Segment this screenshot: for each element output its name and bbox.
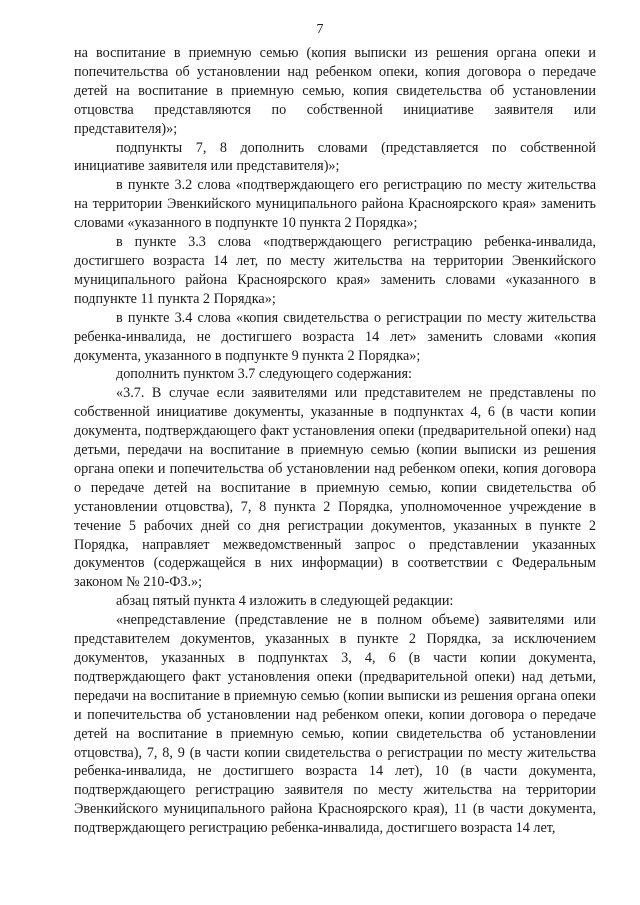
document-body — [74, 44, 596, 838]
paragraph: «непредставление (представление не в полном объеме) заявителями или представителем документов, указанных в пункте 2 Порядка, за исключением документов, указанных в подпунктах 3, 4, 6 (в части копии документа, подтверждающего факт установления опеки (предварительной опеки) над детьми, передачи на воспитание в приемную семью (копии выписки из решения органа опеки и попечительства об установлении над ребенком опеки, копии договора о передаче детей на воспитание в приемную семью, копии свидетельства об установлении отцовства), 7, 8, 9 (в части копии свидетельства о регистрации по месту жительства ребенка-инвалида, не достигшего возраста 14 лет), 10 (в части документа, подтверждающего регистрацию заявителя по месту жительства на территории Эвенкийского муниципального района Красноярского края), 11 (в части документа, подтверждающего регистрацию ребенка-инвалида, достигшего возраста 14 лет, — [74, 612, 596, 837]
paragraph: «3.7. В случае если заявителями или представителем не представлены по собственной инициативе документы, указанные в подпунктах 4, 6 (в части копии документа, подтверждающего факт установления опеки (предварительной опеки) над детьми, передачи на воспитание в приемную семью (копии выписки из решения органа опеки и попечительства об установлении над ребенком опеки, копия договора о передаче детей на воспитание в приемную семью, копии свидетельства об установлении отцовства), 7, 8 пункта 2 Порядка, уполномоченное учреждение в течение 5 рабочих дней со дня регистрации документов, указанных в пункте 2 Порядка, направляет межведомственный запрос о представлении указанных документов (содержащейся в них информации) в соответствии с Федеральным законом № 210-ФЗ.»; — [74, 385, 596, 591]
paragraph: в пункте 3.3 слова «подтверждающего регистрацию ребенка-инвалида, достигшего возраста 14 лет, по месту жительства на территории Эвенкийского муниципального района Красноярского края» заменить словами «указанного в подпункте 11 пункта 2 Порядка»; — [74, 234, 596, 307]
paragraph: абзац пятый пункта 4 изложить в следующей редакции: — [116, 593, 454, 610]
paragraph: дополнить пунктом 3.7 следующего содержания: — [116, 366, 412, 383]
paragraph: в пункте 3.4 слова «копия свидетельства о регистрации по месту жительства ребенка-инвалида, не достигшего возраста 14 лет» заменить словами «копия документа, указанного в подпункте 9 пункта 2 Порядка»; — [74, 309, 596, 364]
paragraph: в пункте 3.2 слова «подтверждающего его регистрацию по месту жительства на территории Эвенкийского муниципального района Красноярского края» заменить словами «указанного в подпункте 10 пункта 2 Порядка»; — [74, 177, 596, 232]
page-number: 7 — [316, 22, 324, 37]
paragraph: на воспитание в приемную семью (копия выписки из решения органа опеки и попечительства об установлении над ребенком опеки, копия договора о передаче детей на воспитание в приемную семью, копия свидетельства об установлении отцовства представляются по собственной инициативе заявителя или представителя)»; — [74, 45, 596, 137]
paragraph: подпункты 7, 8 дополнить словами (представляется по собственной инициативе заявителя или представителя)»; — [74, 139, 596, 175]
